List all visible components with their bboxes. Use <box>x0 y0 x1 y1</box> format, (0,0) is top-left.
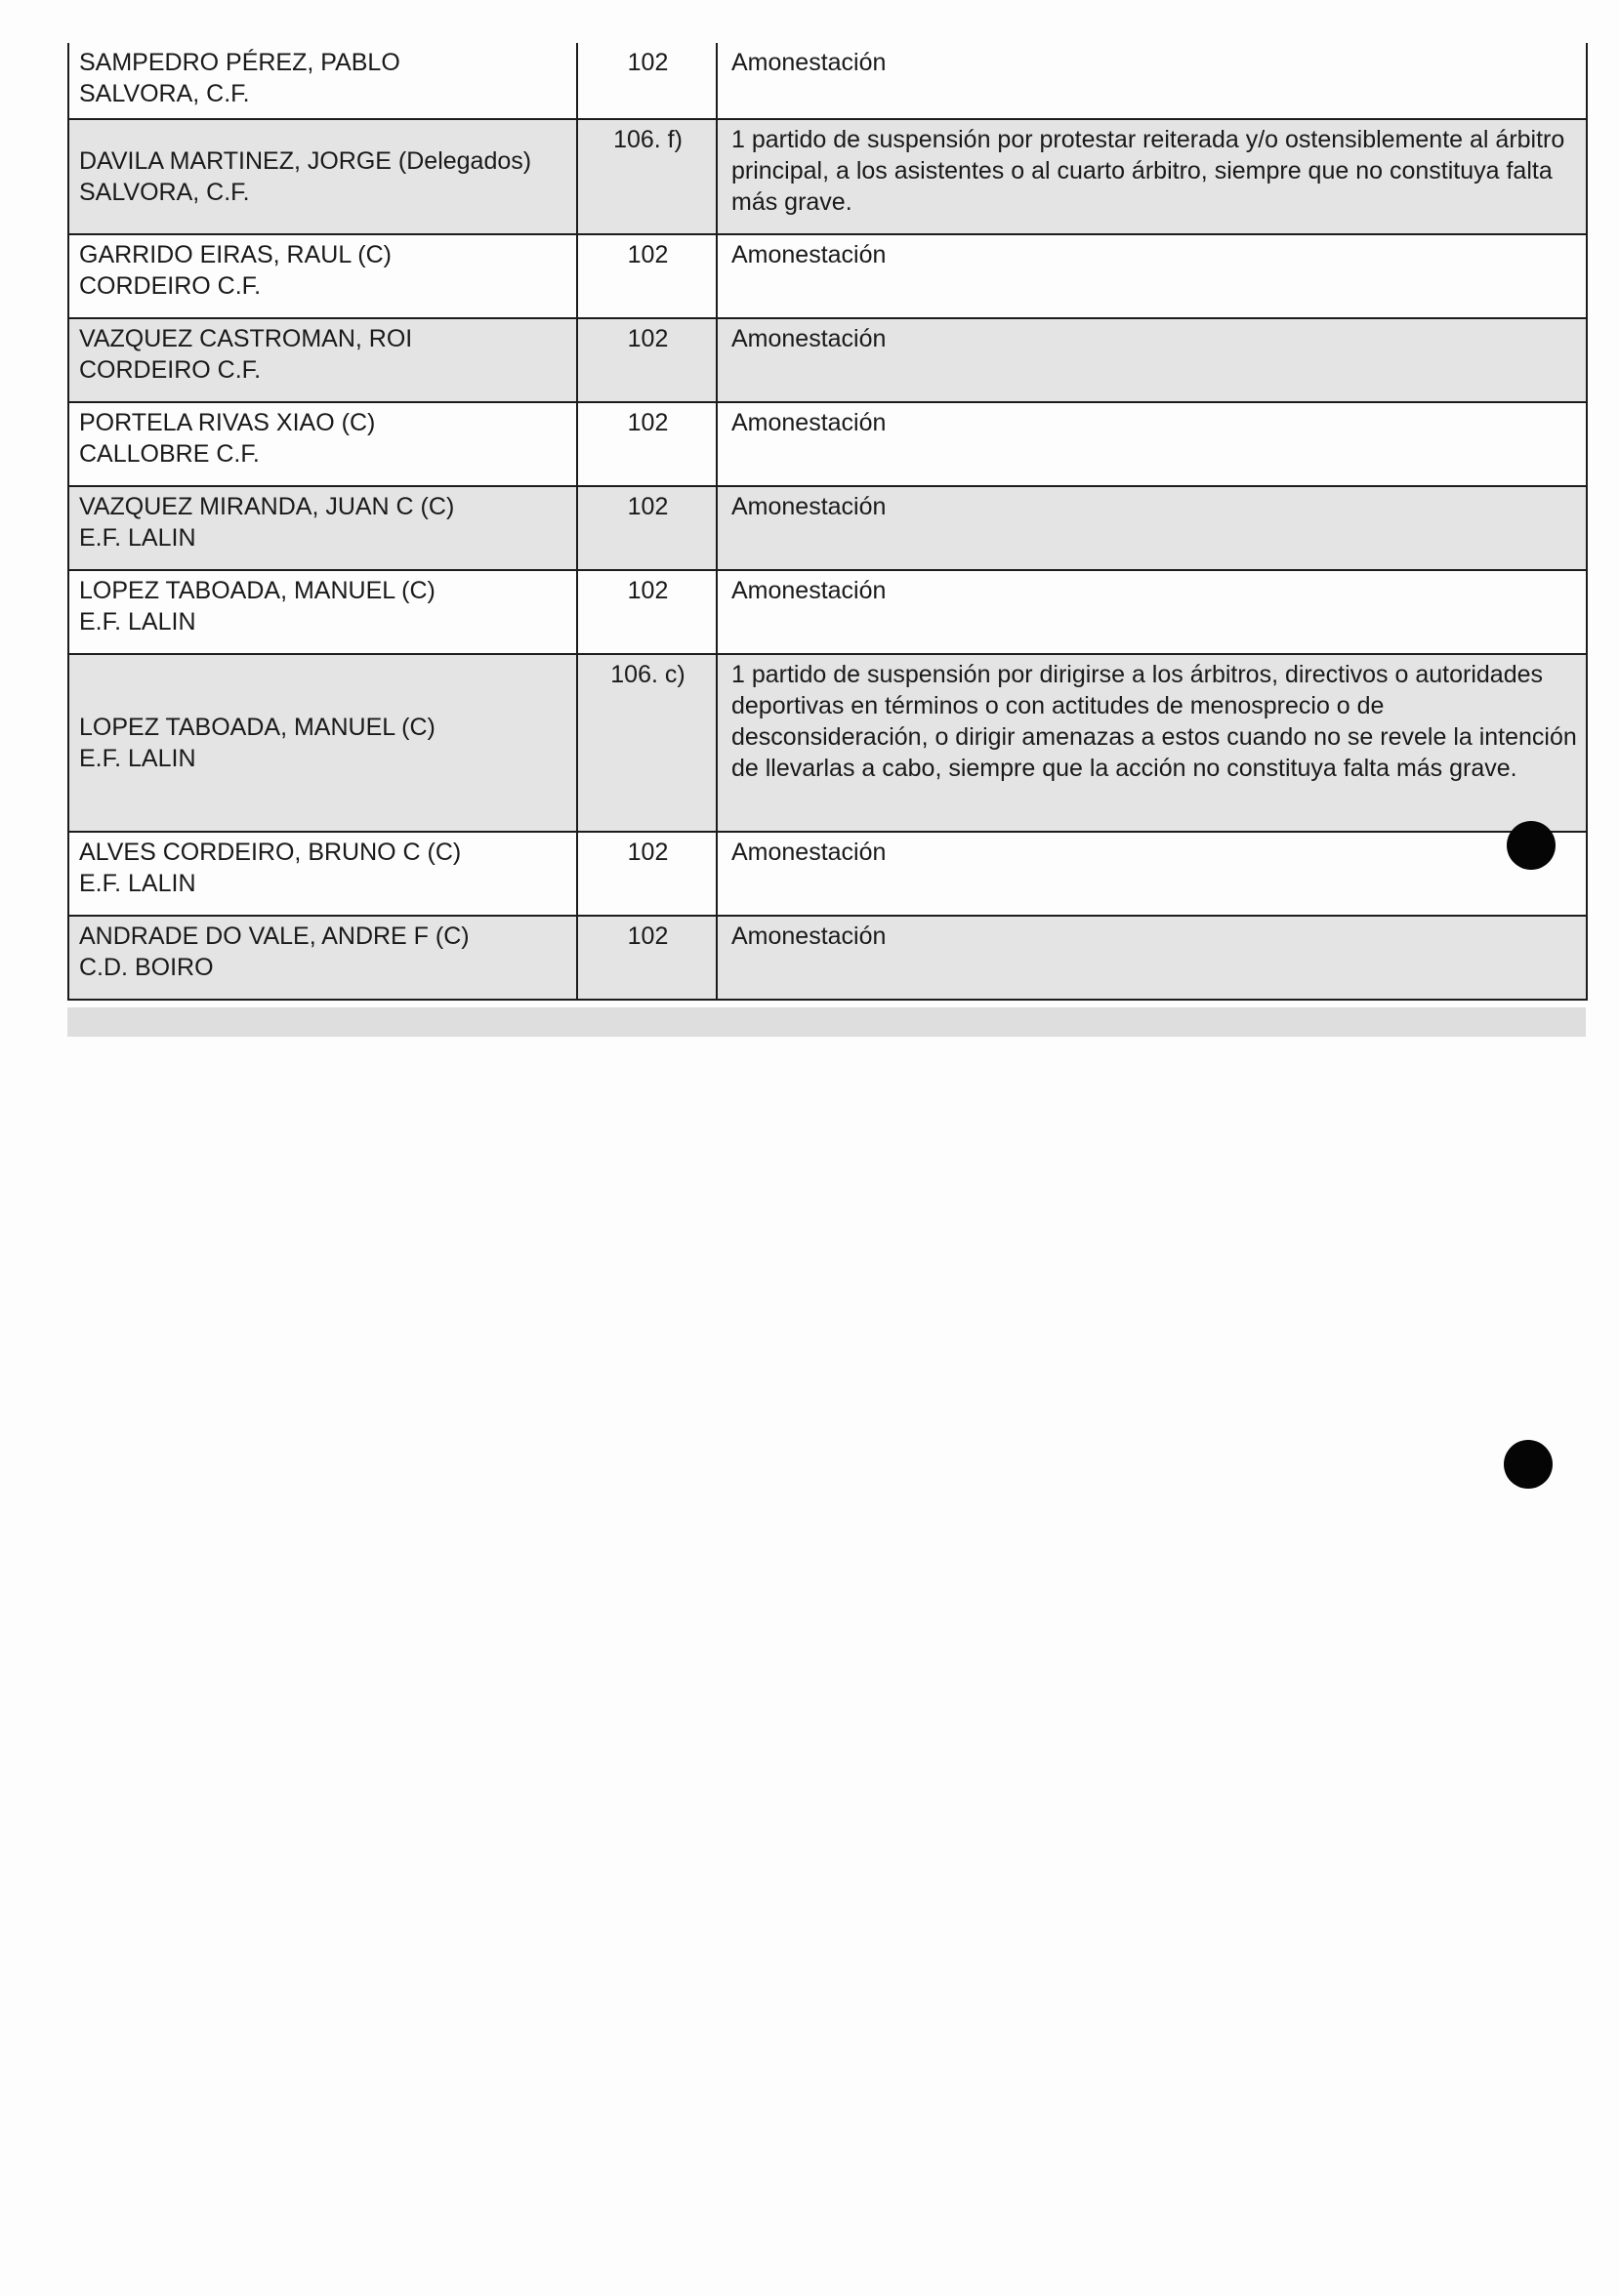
player-cell <box>68 570 577 654</box>
player-name: ALVES CORDEIRO, BRUNO C (C) <box>79 839 462 866</box>
player-name: VAZQUEZ MIRANDA, JUAN C (C) <box>79 493 455 520</box>
player-name: PORTELA RIVAS XIAO (C) <box>79 409 376 436</box>
article-cell: 106. f) <box>577 119 717 234</box>
article-cell: 102 <box>577 402 717 486</box>
club-name: CALLOBRE C.F. <box>79 440 260 468</box>
club-name: SALVORA, C.F. <box>79 80 250 107</box>
punch-hole-mark <box>1504 1440 1553 1489</box>
club-name: E.F. LALIN <box>79 524 196 552</box>
player-cell <box>68 916 577 1000</box>
table-row <box>68 43 1587 119</box>
player-name: GARRIDO EIRAS, RAUL (C) <box>79 241 392 268</box>
sanction-cell: Amonestación <box>717 570 1587 654</box>
table-row <box>68 916 1587 1000</box>
player-cell <box>68 119 577 234</box>
article-cell: 102 <box>577 318 717 402</box>
table-row <box>68 654 1587 832</box>
player-cell <box>68 234 577 318</box>
club-name: E.F. LALIN <box>79 870 196 897</box>
club-name: C.D. BOIRO <box>79 954 214 981</box>
player-cell <box>68 43 577 119</box>
sanction-cell: Amonestación <box>717 43 1587 119</box>
table-row <box>68 570 1587 654</box>
article-cell: 102 <box>577 43 717 119</box>
table-row <box>68 486 1587 570</box>
sanction-cell: Amonestación <box>717 916 1587 1000</box>
sanction-cell: Amonestación <box>717 486 1587 570</box>
table-row <box>68 119 1587 234</box>
table-row <box>68 832 1587 916</box>
article-cell: 106. c) <box>577 654 717 832</box>
player-cell <box>68 402 577 486</box>
article-cell: 102 <box>577 916 717 1000</box>
player-cell <box>68 654 577 832</box>
sanction-cell: Amonestación <box>717 234 1587 318</box>
player-name: SAMPEDRO PÉREZ, PABLO <box>79 49 400 76</box>
article-cell: 102 <box>577 832 717 916</box>
table-row <box>68 318 1587 402</box>
table-footer-band <box>67 1007 1586 1037</box>
player-cell <box>68 832 577 916</box>
player-name: LOPEZ TABOADA, MANUEL (C) <box>79 577 436 604</box>
player-cell <box>68 318 577 402</box>
sanctions-table <box>67 43 1588 1001</box>
table-row <box>68 234 1587 318</box>
player-name: DAVILA MARTINEZ, JORGE (Delegados) <box>79 147 532 175</box>
sanction-cell: Amonestación <box>717 402 1587 486</box>
sanction-cell: Amonestación <box>717 318 1587 402</box>
table-row <box>68 402 1587 486</box>
article-cell: 102 <box>577 486 717 570</box>
article-cell: 102 <box>577 570 717 654</box>
player-name: VAZQUEZ CASTROMAN, ROI <box>79 325 413 352</box>
club-name: CORDEIRO C.F. <box>79 272 262 300</box>
player-name: LOPEZ TABOADA, MANUEL (C) <box>79 714 436 741</box>
club-name: E.F. LALIN <box>79 745 196 772</box>
sanction-cell: 1 partido de suspensión por dirigirse a los árbitros, directivos o autoridades deportivas en términos o con actitudes de menosprecio o de desconsideración, o dirigir amenazas a estos cuando no se revele la intención de llevarlas a cabo, siempre que la acción no constituya falta más grave. <box>717 654 1587 832</box>
sanction-cell: Amonestación <box>717 832 1587 916</box>
player-cell <box>68 486 577 570</box>
club-name: CORDEIRO C.F. <box>79 356 262 384</box>
player-name: ANDRADE DO VALE, ANDRE F (C) <box>79 922 470 950</box>
sanction-cell: 1 partido de suspensión por protestar reiterada y/o ostensiblemente al árbitro principal, a los asistentes o al cuarto árbitro, siempre que no constituya falta más grave. <box>717 119 1587 234</box>
article-cell: 102 <box>577 234 717 318</box>
punch-hole-mark <box>1507 821 1556 870</box>
club-name: SALVORA, C.F. <box>79 179 250 206</box>
club-name: E.F. LALIN <box>79 608 196 636</box>
